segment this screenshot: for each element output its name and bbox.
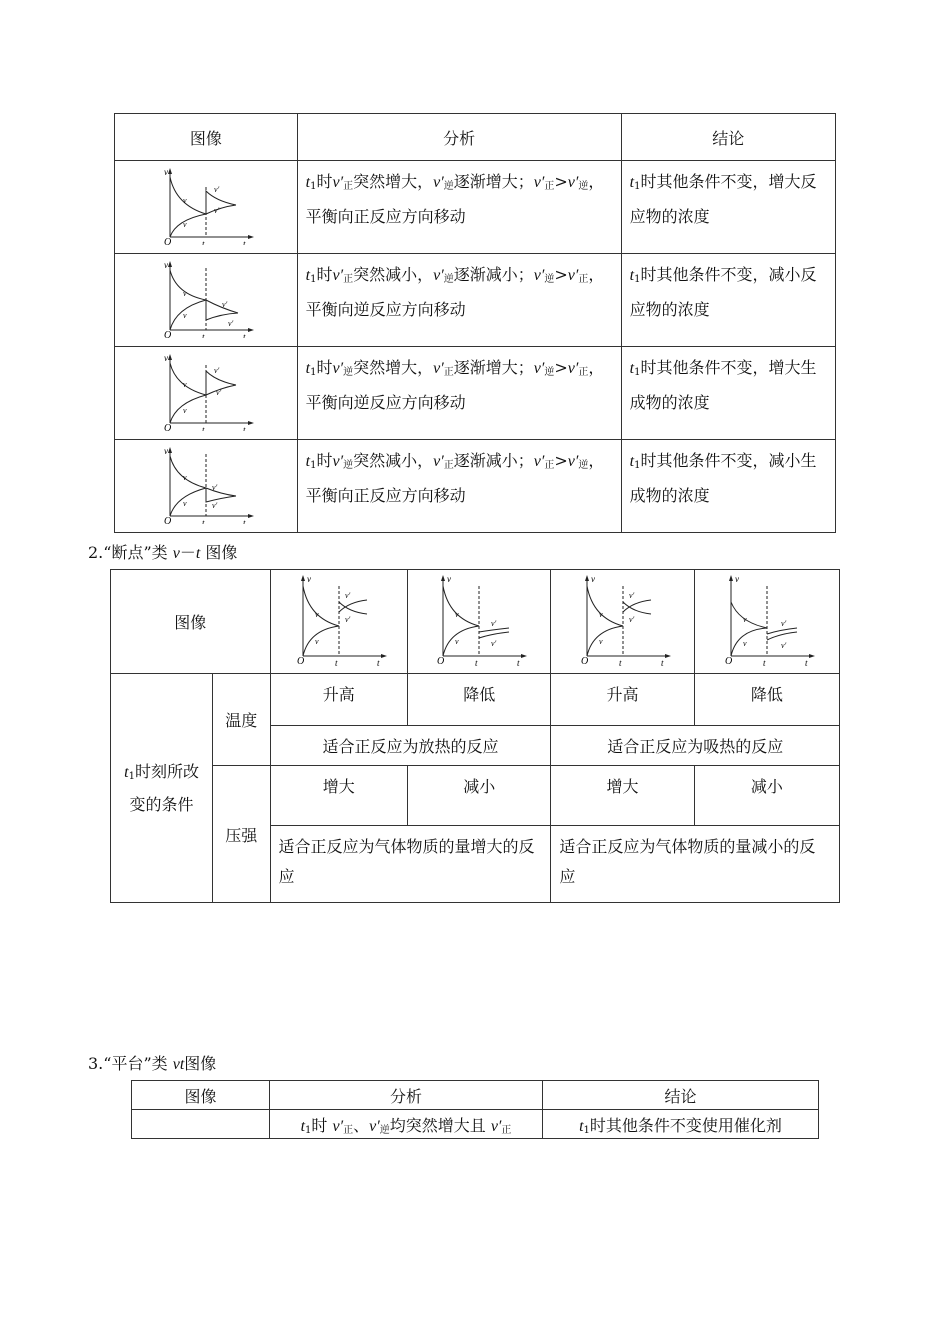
pressure-note: 适合正反应为气体物质的量减小的反应 — [551, 826, 840, 903]
svg-text:v: v — [598, 609, 603, 619]
vt-graph-temp-down-endo — [717, 572, 817, 668]
table-platform — [131, 1080, 819, 1139]
analysis-cell: $t_1$时$v'_逆$突然增大，$v'_正$逐渐增大；$v'_逆>v'_正$，平衡向逆反应方向移动 — [297, 347, 621, 440]
table-row — [111, 674, 840, 726]
svg-text:v′: v′ — [215, 388, 222, 397]
temp-value: 升高 — [551, 674, 694, 726]
svg-text:v′: v′ — [213, 366, 220, 375]
svg-text:v′: v′ — [221, 300, 228, 309]
header-conclusion: 结论 — [543, 1081, 819, 1110]
svg-text:t: t — [201, 425, 205, 431]
svg-text:v′: v′ — [780, 618, 787, 628]
svg-text:O: O — [580, 655, 588, 667]
header-image: 图像 — [111, 570, 271, 674]
svg-text:O: O — [163, 423, 172, 431]
analysis-cell: $t_1$时$v'_正$突然增大，$v'_逆$逐渐增大；$v'_正>v'_逆$，平衡向正反应方向移动 — [297, 161, 621, 254]
svg-text:v′: v′ — [211, 501, 218, 510]
svg-text:v: v — [742, 614, 747, 624]
section-3-title: 3.“平台”类 vt图像 — [88, 1054, 217, 1073]
conclusion-cell: $t_1$时其他条件不变使用催化剂 — [543, 1110, 819, 1139]
svg-text:v: v — [455, 636, 459, 646]
graph-cell — [115, 254, 298, 347]
header-analysis: 分析 — [297, 114, 621, 161]
analysis-cell: $t_1$时$v'_逆$突然减小，$v'_正$逐渐减小；$v'_正>v'_逆$，平衡向正反应方向移动 — [297, 440, 621, 533]
table-header-row — [132, 1081, 819, 1110]
graph-cell — [132, 1110, 270, 1139]
temp-note: 适合正反应为吸热的反应 — [551, 726, 840, 766]
table-row — [115, 440, 836, 533]
svg-text:v: v — [163, 260, 168, 270]
svg-text:v: v — [182, 311, 187, 320]
header-image: 图像 — [132, 1081, 270, 1110]
graph-cell — [115, 161, 298, 254]
vt-graph-temp-down-exo — [429, 572, 529, 668]
temp-value: 降低 — [408, 674, 551, 726]
svg-text:O: O — [296, 655, 305, 667]
svg-text:t: t — [201, 239, 205, 245]
graph-cell — [551, 570, 694, 674]
vt-graph-temp-up-endo — [573, 572, 673, 668]
svg-text:v: v — [447, 573, 452, 584]
svg-text:v: v — [163, 167, 168, 177]
svg-text:v: v — [182, 220, 187, 229]
vt-graph-decrease-reactant — [156, 258, 256, 338]
svg-text:v: v — [598, 636, 603, 646]
svg-text:O: O — [163, 330, 172, 338]
svg-text:O: O — [163, 516, 172, 524]
svg-text:t: t — [334, 657, 338, 668]
svg-text:v: v — [182, 289, 187, 298]
svg-text:v: v — [182, 196, 187, 205]
analysis-cell: $t_1$时$v'_正$突然减小，$v'_逆$逐渐减小；$v'_逆>v'_正$，平衡向逆反应方向移动 — [297, 254, 621, 347]
label-pressure: 压强 — [213, 766, 270, 903]
vt-graph-temp-up-exo — [289, 572, 389, 668]
graph-cell — [694, 570, 839, 674]
conclusion-cell: $t_1$时其他条件不变，增大生成物的浓度 — [621, 347, 835, 440]
conclusion-cell: $t_1$时其他条件不变，增大反应物的浓度 — [621, 161, 835, 254]
table-row — [111, 766, 840, 826]
svg-text:v′: v′ — [491, 618, 497, 628]
svg-text:t: t — [804, 657, 808, 668]
svg-text:v′: v′ — [344, 614, 351, 624]
svg-text:v: v — [314, 609, 319, 619]
section-2-title: 2.“断点”类 v－t 图像 — [88, 543, 238, 562]
graph-cell — [115, 347, 298, 440]
svg-text:v′: v′ — [227, 319, 234, 328]
svg-text:v′: v′ — [213, 206, 220, 215]
table-header-row — [115, 114, 836, 161]
svg-text:v′: v′ — [628, 590, 634, 600]
graph-cell — [270, 570, 408, 674]
svg-text:t: t — [376, 657, 380, 668]
svg-text:t: t — [618, 657, 622, 668]
conclusion-cell: $t_1$时其他条件不变，减小生成物的浓度 — [621, 440, 835, 533]
table-row — [115, 254, 836, 347]
svg-text:v: v — [314, 636, 319, 646]
temp-note: 适合正反应为放热的反应 — [270, 726, 551, 766]
svg-text:t: t — [201, 332, 205, 338]
table-row — [111, 570, 840, 674]
table-concentration — [114, 113, 836, 533]
svg-text:t: t — [242, 239, 246, 245]
pressure-value: 增大 — [551, 766, 694, 826]
header-conclusion: 结论 — [621, 114, 835, 161]
svg-text:t: t — [201, 518, 205, 524]
svg-text:O: O — [163, 237, 172, 245]
svg-text:t: t — [660, 657, 664, 668]
svg-text:t: t — [242, 332, 246, 338]
vt-graph-increase-product — [156, 351, 256, 431]
svg-text:v′: v′ — [628, 614, 634, 624]
svg-text:v: v — [163, 446, 168, 456]
svg-text:v: v — [182, 473, 187, 482]
conclusion-cell: $t_1$时其他条件不变，减小反应物的浓度 — [621, 254, 835, 347]
svg-text:v′: v′ — [344, 590, 351, 600]
svg-text:v′: v′ — [491, 638, 497, 648]
svg-text:v′: v′ — [780, 640, 787, 650]
svg-text:v: v — [306, 573, 311, 584]
row-label-condition: $t_1$时刻所改变的条件 — [111, 674, 213, 903]
svg-text:v: v — [182, 406, 187, 415]
table-row — [132, 1110, 819, 1139]
svg-text:O: O — [724, 655, 733, 667]
table-row — [115, 347, 836, 440]
svg-text:v: v — [182, 499, 187, 508]
svg-text:v: v — [163, 353, 168, 363]
svg-text:v: v — [734, 573, 739, 584]
svg-text:t: t — [242, 425, 246, 431]
svg-text:O: O — [437, 655, 445, 667]
pressure-value: 减小 — [694, 766, 839, 826]
svg-text:v′: v′ — [211, 483, 218, 492]
svg-text:v′: v′ — [213, 185, 220, 194]
svg-text:v: v — [182, 380, 187, 389]
svg-text:v: v — [455, 609, 459, 619]
graph-cell — [408, 570, 551, 674]
pressure-value: 增大 — [270, 766, 408, 826]
pressure-value: 减小 — [408, 766, 551, 826]
temp-value: 升高 — [270, 674, 408, 726]
svg-text:v: v — [590, 573, 595, 584]
svg-text:t: t — [762, 657, 766, 668]
table-breakpoint — [110, 569, 840, 903]
vt-graph-decrease-product — [156, 444, 256, 524]
header-image: 图像 — [115, 114, 298, 161]
svg-text:t: t — [242, 518, 246, 524]
label-temperature: 温度 — [213, 674, 270, 766]
svg-text:t: t — [475, 657, 478, 668]
svg-text:t: t — [517, 657, 520, 668]
svg-text:v: v — [742, 638, 747, 648]
header-analysis: 分析 — [270, 1081, 543, 1110]
temp-value: 降低 — [694, 674, 839, 726]
table-row — [115, 161, 836, 254]
vt-graph-increase-reactant — [156, 165, 256, 245]
pressure-note: 适合正反应为气体物质的量增大的反应 — [270, 826, 551, 903]
graph-cell — [115, 440, 298, 533]
analysis-cell: $t_1$时 $v'_正$、$v'_逆$均突然增大且 $v'_正$ — [270, 1110, 543, 1139]
